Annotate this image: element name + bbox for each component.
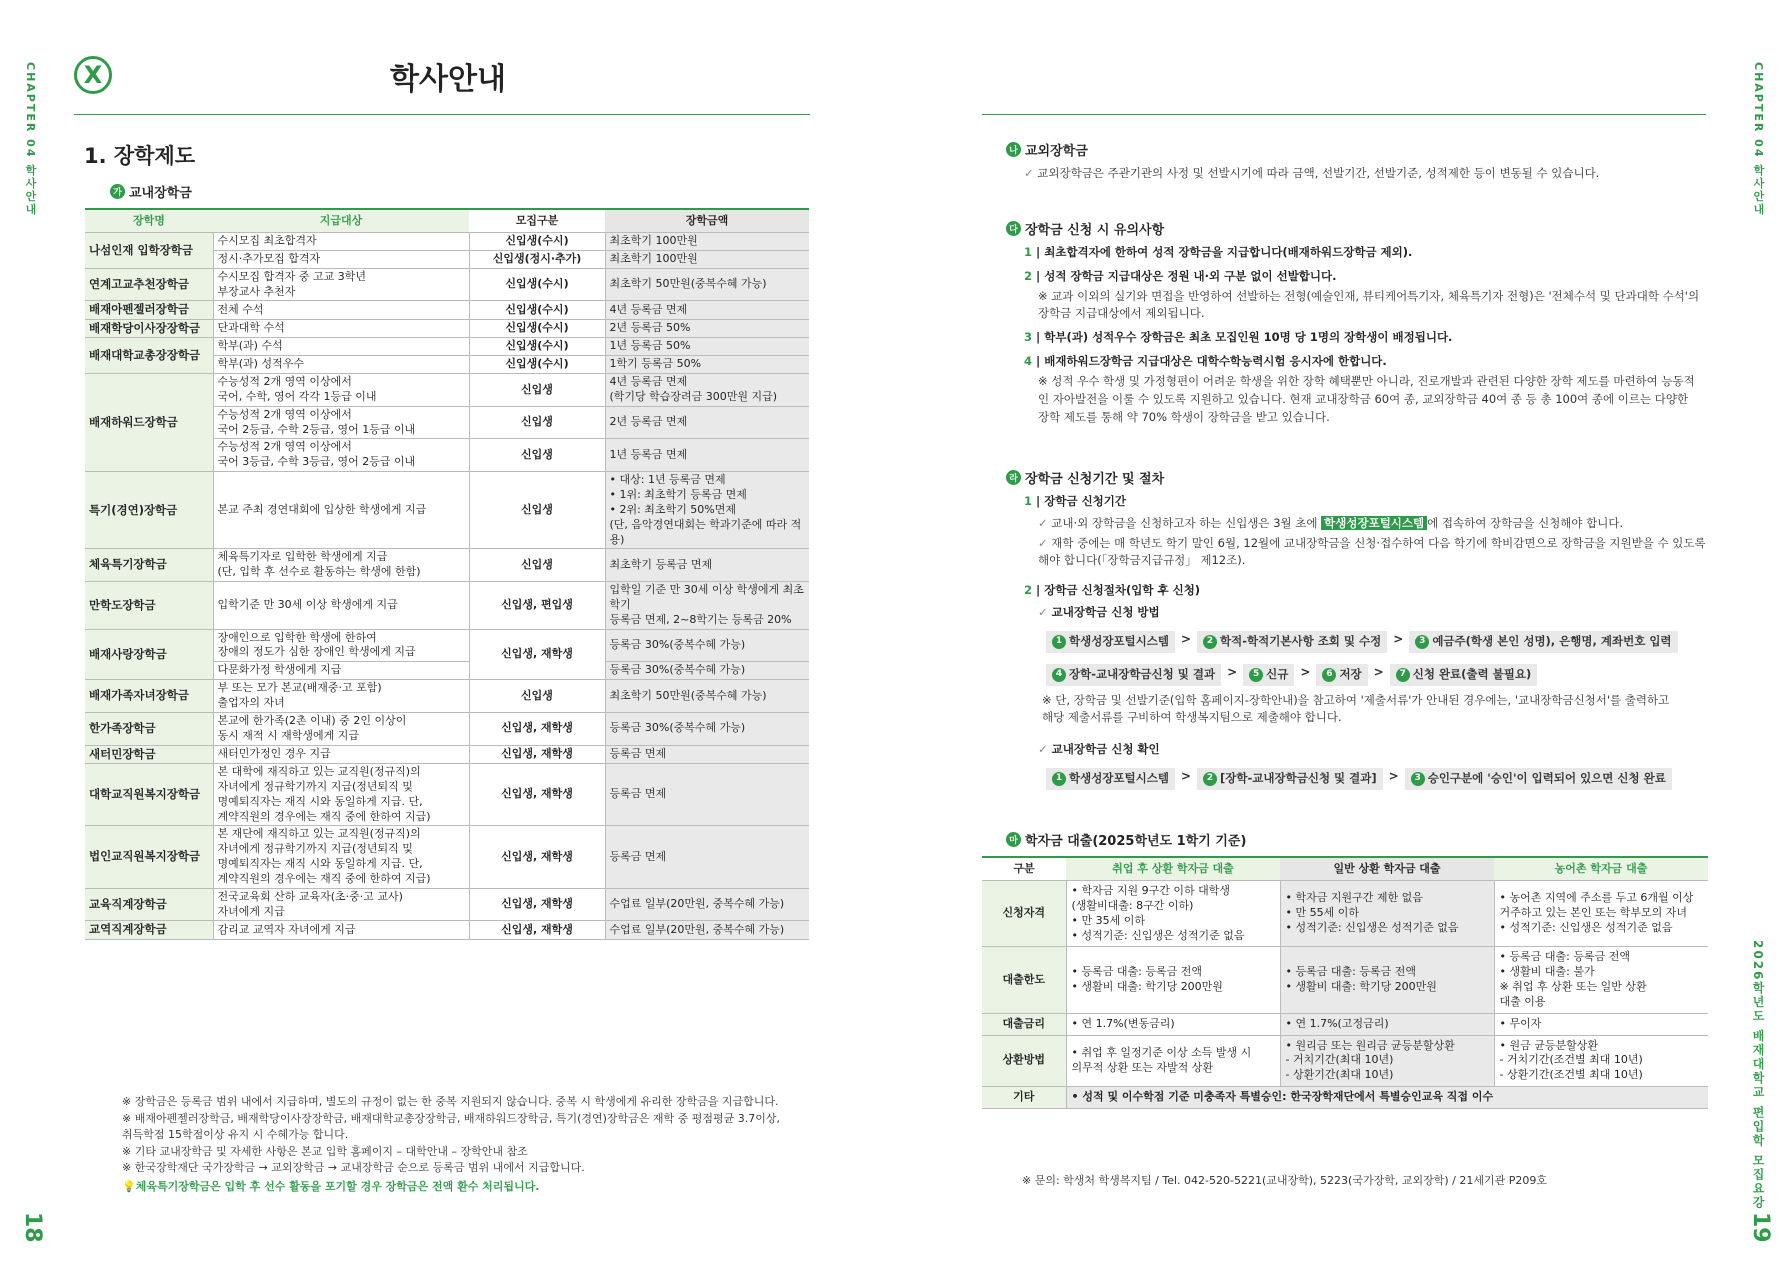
loan-header-general: 일반 상환 학자금 대출 [1280, 857, 1494, 881]
amount-cell: 4년 등록금 면제 [605, 301, 809, 320]
period-text-1: ✓ 교내·외 장학금을 신청하고자 하는 신입생은 3월 초에 학생성장포털시스템 에 접속하여 장학금을 신청해야 합니다. [1038, 515, 1624, 530]
scholarship-name: 한가족장학금 [85, 712, 213, 745]
scholarship-name: 배재사랑장학금 [85, 629, 213, 680]
amount-cell: 등록금 면제 [605, 745, 809, 764]
note-item: ※ 한국장학재단 국가장학금 → 교외장학금 → 교내장학금 순으로 등록금 범위 내에서 지급합니다. [122, 1161, 585, 1174]
procedure-step: 1 학생성장포털시스템 [1046, 768, 1175, 790]
amount-cell: 2년 등록금 50% [605, 319, 809, 338]
application-procedure: 1 | 장학금 신청기간 ✓ 교내·외 장학금을 신청하고자 하는 신입생은 3월 초에 학생성장포털시스템 에 접속하여 장학금을 신청해야 합니다. ✓ 재학 중에는 매 학년도 학기 말인 6월, 12월에 교내장학금을 신청·접수하여 다음 학기에 학비감면으로 장학금을 지원받을 수 있도록 해야 합니다(「장학금지급규정」 제12조). 2 | 장학금 신청절차(입학 후 신청) ✓ 교내장학금 신청 방법 1 학생성장포털시스템 > 2 학적-학적기본사항 조회 및 수정 > 3 예금주(학생 본인 성명), 은행명, 계좌번호 입력 4 장학-교내장학금신청 및 결과 > 5 신규 > 6 저장 > 7 신청 완료(출력 불필요) ※ 단, 장학금 및 선발기준(입학 홈페이지-장학안내)을 참고하여 '제출서류'가 안내된 경우에는, '교내장학금신청서'를 출력하고 해당 제출서류를 구비하여 학생복지팀으로 제출해야 합니다. ✓ 교내장학금 신청 확인 1 학생성장포털시스템 > 2 [장학-교내장학금신청 및 결과] > 3 승인구분에 '승인'이 입력되어 있으면 신청 완료 [1024, 493, 1714, 790]
eligibility-cell: 새터민가정인 경우 지급 [213, 745, 469, 764]
amount-cell: 수업료 일부(20만원, 중복수혜 가능) [605, 921, 809, 940]
eligibility-cell: 학부(과) 성적우수 [213, 356, 469, 374]
subsection-student-loan: 마 학자금 대출(2025학년도 1학기 기준) [1006, 830, 1246, 849]
subsection-external-scholarship: 나 교외장학금 [1006, 140, 1088, 159]
scholarship-table [85, 208, 809, 940]
subsection-mark-icon: 나 [1006, 142, 1021, 157]
warning-note: 💡체육특기장학금은 입학 후 선수 활동을 포기할 경우 장학금은 전액 환수 처리됩니다. [122, 1179, 540, 1193]
amount-cell: 최초학기 100만원 [605, 233, 809, 251]
eligibility-cell: 입학기준 만 30세 이상 학생에게 지급 [213, 582, 469, 630]
scholarship-name: 특기(경연)장학금 [85, 472, 213, 549]
scholarship-name: 배재하워드장학금 [85, 374, 213, 472]
check-icon: ✓ [1038, 605, 1048, 620]
procedure-step: 3 승인구분에 '승인'이 입력되어 있으면 신청 완료 [1405, 768, 1672, 790]
recruit-cell: 신입생(수시) [469, 338, 605, 356]
notice-item: 4 | 배재하워드장학금 지급대상은 대학수학능력시험 응시자에 한합니다. ※ 성적 우수 학생 및 가정형편이 어려운 학생을 위한 장학 혜택뿐만 아니라, 진로개발과 관련된 다양한 장학 제도를 마련하여 능동적 인 자아발전을 이룰 수 있도록 지원하고 있습니다. 현재 교내장학금 60여 종, 교외장학금 40여 종 등 총 100여 종에 이르는 다양한 장학 제도를 통해 약 70% 학생이 장학금을 받고 있습니다. [1024, 353, 1712, 426]
loan-cell: • 등록금 대출: 등록금 전액 • 생활비 대출: 학기당 200만원 [1280, 947, 1494, 1013]
arrow-icon: > [1180, 631, 1192, 646]
procedure-step: 2 학적-학적기본사항 조회 및 수정 [1197, 631, 1387, 653]
loan-row [982, 1013, 1708, 1035]
arrow-icon: > [1180, 769, 1192, 784]
loan-cell: • 원금 균등분할상환 - 거치기간(조건별 최대 10년) - 상환기간(조건별 최대 10년) [1494, 1035, 1708, 1087]
step-number-icon: 1 [1052, 772, 1066, 786]
eligibility-cell: 전체 수석 [213, 301, 469, 320]
scholarship-name: 배재가족자녀장학금 [85, 680, 213, 713]
bulb-icon: 💡 [122, 1179, 136, 1193]
note-item: ※ 배재아펜젤러장학금, 배재학당이사장장학금, 배재대학교총장장학금, 배재하워드장학금, 특기(경연)장학금은 재학 중 평점평균 3.7이상, 취득학점 15학점이상 유지 시 수혜가능 합니다. [122, 1111, 781, 1141]
loan-cell: • 등록금 대출: 등록금 전액 • 생활비 대출: 불가 ※ 취업 후 상환 또는 일반 상환 대출 이용 [1494, 947, 1708, 1013]
loan-cell: • 학자금 지원 9구간 이하 대학생 (생활비대출: 8구간 이하) • 만 35세 이하 • 성적기준: 신입생은 성적기준 없음 [1066, 881, 1280, 947]
table-row [85, 301, 809, 320]
loan-row [982, 881, 1708, 947]
scholarship-name: 나섬인재 입학장학금 [85, 233, 213, 269]
amount-cell: 등록금 30%(중복수혜 가능) [605, 712, 809, 745]
scholarship-name: 만학도장학금 [85, 582, 213, 630]
table-row [85, 712, 809, 745]
amount-cell: 2년 등록금 면제 [605, 406, 809, 439]
chapter-label-left: CHAPTER 04 학사안내 [24, 62, 37, 217]
step-number-icon: 6 [1322, 668, 1336, 682]
notice-sub-note: ※ 교과 이외의 실기와 면접을 반영하여 선발하는 전형(예술인재, 뷰티케어특기자, 체육특기자 전형)은 '전체수석 및 단과대학 수석'의 장학금 지급대상에서 제외됩니다. [1038, 288, 1700, 321]
scholarship-name: 대학교직원복지장학금 [85, 764, 213, 826]
table-row [85, 319, 809, 338]
subsection-mark-icon: 라 [1006, 470, 1021, 485]
step-number-icon: 1 [1052, 635, 1066, 649]
scholarship-name: 배재학당이사장장학금 [85, 319, 213, 338]
table-row [85, 764, 809, 826]
loan-header-rural: 농어촌 학자금 대출 [1494, 857, 1708, 881]
amount-cell: 수업료 일부(20만원, 중복수혜 가능) [605, 888, 809, 921]
page-number-right: 19 [1748, 1212, 1773, 1243]
recruit-cell: 신입생(수시) [469, 268, 605, 301]
eligibility-cell: 수시모집 합격자 중 고교 3학년 부장교사 추천자 [213, 268, 469, 301]
loan-row-label: 기타 [982, 1087, 1066, 1109]
procedure-step: 1 학생성장포털시스템 [1046, 631, 1175, 653]
title-divider [74, 114, 810, 115]
right-divider [982, 114, 1706, 115]
eligibility-cell: 수능성적 2개 영역 이상에서 국어, 수학, 영어 각각 1등급 이내 [213, 374, 469, 407]
recruit-cell: 신입생 [469, 374, 605, 407]
recruit-cell: 신입생 [469, 406, 605, 439]
loan-row [982, 1035, 1708, 1087]
loan-row [982, 947, 1708, 1013]
eligibility-cell: 다문화가정 학생에게 지급 [213, 662, 469, 680]
col-header-name: 장학명 [85, 209, 213, 233]
loan-header-category: 구분 [982, 857, 1066, 881]
subsection-mark-icon: 다 [1006, 221, 1021, 236]
loan-cell: • 연 1.7%(고정금리) [1280, 1013, 1494, 1035]
step-number-icon: 2 [1203, 772, 1217, 786]
application-notes-list [1024, 244, 1712, 432]
eligibility-cell: 수시모집 최초합격자 [213, 233, 469, 251]
note-item: ※ 장학금은 등록금 범위 내에서 지급하며, 별도의 규정이 없는 한 중복 지원되지 않습니다. 중복 시 학생에게 유리한 장학금을 지급합니다. [122, 1095, 779, 1108]
loan-table [982, 856, 1708, 1109]
table-row [85, 921, 809, 940]
amount-cell: 1년 등록금 50% [605, 338, 809, 356]
scholarship-name: 교역직계장학금 [85, 921, 213, 940]
method-steps-row2 [1046, 663, 1714, 686]
table-row [85, 374, 809, 407]
table-row [85, 549, 809, 582]
eligibility-cell: 수능성적 2개 영역 이상에서 국어 2등급, 수학 2등급, 영어 1등급 이내 [213, 406, 469, 439]
table-row [85, 888, 809, 921]
recruit-cell: 신입생(수시) [469, 319, 605, 338]
subsection-campus-scholarship: 가 교내장학금 [110, 182, 192, 201]
subsection-mark-icon: 마 [1006, 832, 1021, 847]
eligibility-cell: 감리교 교역자 자녀에게 지급 [213, 921, 469, 940]
eligibility-cell: 본교에 한가족(2촌 이내) 중 2인 이상이 동시 재적 시 재학생에게 지급 [213, 712, 469, 745]
loan-cell: • 학자금 지원구간 제한 없음 • 만 55세 이하 • 성적기준: 신입생은 성적기준 없음 [1280, 881, 1494, 947]
loan-cell: • 연 1.7%(변동금리) [1066, 1013, 1280, 1035]
loan-row-label: 대출금리 [982, 1013, 1066, 1035]
step-number-icon: 2 [1203, 635, 1217, 649]
scholarship-name: 연계고교추천장학금 [85, 268, 213, 301]
eligibility-cell: 학부(과) 수석 [213, 338, 469, 356]
scholarship-name: 배재대학교총장장학금 [85, 338, 213, 374]
col-header-amount: 장학금액 [605, 209, 809, 233]
university-logo-icon: X [74, 56, 112, 94]
amount-cell: 1년 등록금 면제 [605, 439, 809, 472]
procedure-step: 6 저장 [1316, 664, 1367, 686]
subsection-application-period: 라 장학금 신청기간 및 절차 [1006, 468, 1164, 487]
table-row [85, 680, 809, 713]
check-icon: ✓ [1024, 166, 1034, 180]
notice-item: 2 | 성적 장학금 지급대상은 정원 내·외 구분 없이 선발합니다. ※ 교과 이외의 실기와 면접을 반영하여 선발하는 전형(예술인재, 뷰티케어특기자, 체육특기자 전형)은 '전체수석 및 단과대학 수석'의 장학금 지급대상에서 제외됩니다. [1024, 268, 1712, 323]
method-steps-row1 [1046, 630, 1714, 653]
recruit-cell: 신입생 [469, 439, 605, 472]
arrow-icon: > [1227, 664, 1238, 679]
eligibility-cell: 단과대학 수석 [213, 319, 469, 338]
recruit-cell: 신입생, 재학생 [469, 712, 605, 745]
step-number-icon: 5 [1249, 668, 1263, 682]
section-heading: 1. 장학제도 [84, 144, 196, 168]
scholarship-notes [122, 1094, 812, 1195]
recruit-cell: 신입생, 재학생 [469, 764, 605, 826]
recruit-cell: 신입생, 재학생 [469, 826, 605, 888]
step-number-icon: 3 [1411, 772, 1425, 786]
procedure-step: 4 장학-교내장학금신청 및 결과 [1046, 664, 1221, 686]
scholarship-name: 배재아펜젤러장학금 [85, 301, 213, 320]
recruit-cell: 신입생 [469, 472, 605, 549]
loan-row-label: 신청자격 [982, 881, 1066, 947]
recruit-cell: 신입생(수시) [469, 356, 605, 374]
recruit-cell: 신입생 [469, 549, 605, 582]
loan-cell: • 원리금 또는 원리금 균등분할상환 - 거치기간(최대 10년) - 상환기간(최대 10년) [1280, 1035, 1494, 1087]
scholarship-name: 교육직계장학금 [85, 888, 213, 921]
chapter-label-right: CHAPTER 04 학사안내 [1752, 62, 1765, 217]
eligibility-cell: 본교 주최 경연대회에 입상한 학생에게 지급 [213, 472, 469, 549]
recruit-cell: 신입생(정시·추가) [469, 250, 605, 268]
check-icon: ✓ [1038, 515, 1048, 530]
eligibility-cell: 수능성적 2개 영역 이상에서 국어 3등급, 수학 3등급, 영어 2등급 이내 [213, 439, 469, 472]
step-number-icon: 4 [1052, 668, 1066, 682]
confirm-steps-row [1046, 767, 1714, 790]
eligibility-cell: 체육특기자로 입학한 학생에게 지급 (단, 입학 후 선수로 활동하는 학생에 한함) [213, 549, 469, 582]
scholarship-name: 법인교직원복지장학금 [85, 826, 213, 888]
portal-highlight: 학생성장포털시스템 [1321, 516, 1427, 530]
notice-item: 3 | 학부(과) 성적우수 장학금은 최초 모집인원 10명 당 1명의 장학생이 배정됩니다. [1024, 330, 1453, 345]
recruit-cell: 신입생, 재학생 [469, 888, 605, 921]
amount-cell: 입학일 기준 만 30세 이상 학생에게 최초학기 등록금 면제, 2~8학기는 등록금 20% [605, 582, 809, 630]
loan-cell: • 등록금 대출: 등록금 전액 • 생활비 대출: 학기당 200만원 [1066, 947, 1280, 1013]
external-scholarship-text: ✓ 교외장학금은 주관기관의 사정 및 선발시기에 따라 금액, 선발기간, 선발기준, 성적제한 등이 변동될 수 있습니다. [1024, 166, 1600, 180]
col-header-target: 지급대상 [213, 209, 469, 233]
table-row [85, 745, 809, 764]
arrow-icon: > [1388, 769, 1399, 784]
procedure-step: 3 예금주(학생 본인 성명), 은행명, 계좌번호 입력 [1409, 631, 1677, 653]
recruit-cell: 신입생 [469, 680, 605, 713]
step-number-icon: 7 [1396, 668, 1410, 682]
recruit-cell: 신입생(수시) [469, 301, 605, 320]
eligibility-cell: 장애인으로 입학한 학생에 한하여 장애의 정도가 심한 장애인 학생에게 지급 [213, 629, 469, 662]
recruit-cell: 신입생(수시) [469, 233, 605, 251]
recruit-cell: 신입생, 편입생 [469, 582, 605, 630]
page-number-left: 18 [20, 1212, 45, 1243]
recruit-cell: 신입생, 재학생 [469, 629, 605, 680]
step-number-icon: 3 [1415, 635, 1429, 649]
loan-row [982, 1087, 1708, 1109]
period-text-2: ✓ 재학 중에는 매 학년도 학기 말인 6월, 12월에 교내장학금을 신청·접수하여 다음 학기에 학비감면으로 장학금을 지원받을 수 있도록 해야 합니다(「장학금지급규정」 제12조). [1038, 535, 1706, 568]
notice-sub-note: ※ 성적 우수 학생 및 가정형편이 어려운 학생을 위한 장학 혜택뿐만 아니라, 진로개발과 관련된 다양한 장학 제도를 마련하여 능동적 인 자아발전을 이룰 수 있도록 지원하고 있습니다. 현재 교내장학금 60여 종, 교외장학금 40여 종 등 총 100여 종에 이르는 다양한 장학 제도를 통해 약 70% 학생이 장학금을 받고 있습니다. [1038, 373, 1695, 424]
amount-cell: 최초학기 등록금 면제 [605, 549, 809, 582]
table-row [85, 582, 809, 630]
method-note: ※ 단, 장학금 및 선발기준(입학 홈페이지-장학안내)을 참고하여 '제출서류'가 안내된 경우에는, '교내장학금신청서'를 출력하고 해당 제출서류를 구비하여 학생복지팀으로 제출해야 합니다. [1042, 692, 1670, 725]
amount-cell: 최초학기 100만원 [605, 250, 809, 268]
subsection-mark-icon: 가 [110, 184, 125, 199]
amount-cell: 4년 등록금 면제 (학기당 학습장려금 300만원 지급) [605, 374, 809, 407]
amount-cell: 1학기 등록금 50% [605, 356, 809, 374]
col-header-recruit: 모집구분 [469, 209, 605, 233]
procedure-step: 2 [장학-교내장학금신청 및 결과] [1197, 768, 1383, 790]
note-item: ※ 기타 교내장학금 및 자세한 사항은 본교 입학 홈페이지 – 대학안내 – 장학안내 참조 [122, 1144, 528, 1158]
recruit-cell: 신입생, 재학생 [469, 921, 605, 940]
loan-cell: • 성적 및 이수학점 기준 미충족자 특별승인: 한국장학재단에서 특별승인교육 직접 이수 [1066, 1087, 1708, 1109]
recruit-cell: 신입생, 재학생 [469, 745, 605, 764]
loan-cell: • 무이자 [1494, 1013, 1708, 1035]
amount-cell: 등록금 30%(중복수혜 가능) [605, 629, 809, 662]
amount-cell: 등록금 면제 [605, 764, 809, 826]
check-icon: ✓ [1038, 535, 1048, 550]
amount-cell: 등록금 면제 [605, 826, 809, 888]
arrow-icon: > [1373, 664, 1384, 679]
amount-cell: • 대상: 1년 등록금 면제 • 1위: 최초학기 등록금 면제 • 2위: 최초학기 50%면제 (단, 음악경연대회는 학과기준에 따라 적용) [605, 472, 809, 549]
arrow-icon: > [1393, 631, 1404, 646]
loan-contact: ※ 문의: 학생처 학생복지팀 / Tel. 042-520-5221(교내장학), 5223(국가장학, 교외장학) / 21세기관 P209호 [1022, 1174, 1547, 1187]
loan-cell: • 취업 후 일정기준 이상 소득 발생 시 의무적 상환 또는 자발적 상환 [1066, 1035, 1280, 1087]
table-row [85, 268, 809, 301]
amount-cell: 최초학기 50만원(중복수혜 가능) [605, 680, 809, 713]
loan-cell: • 농어촌 지역에 주소를 두고 6개월 이상 거주하고 있는 본인 또는 학부모의 자녀 • 성적기준: 신입생은 성적기준 없음 [1494, 881, 1708, 947]
amount-cell: 최초학기 50만원(중복수혜 가능) [605, 268, 809, 301]
check-icon: ✓ [1038, 742, 1048, 757]
table-row [85, 472, 809, 549]
table-row [85, 826, 809, 888]
amount-cell: 등록금 30%(중복수혜 가능) [605, 662, 809, 680]
procedure-step: 7 신청 완료(출력 불필요) [1390, 664, 1538, 686]
eligibility-cell: 정시·추가모집 합격자 [213, 250, 469, 268]
loan-row-label: 상환방법 [982, 1035, 1066, 1087]
notice-item: 1 | 최초합격자에 한하여 성적 장학금을 지급합니다(배재하워드장학금 제외). [1024, 245, 1413, 259]
loan-header-icl: 취업 후 상환 학자금 대출 [1066, 857, 1280, 881]
eligibility-cell: 본 재단에 재직하고 있는 교직원(정규직)의 자녀에게 정규학기까지 지급(정년퇴직 및 명예퇴직자는 재직 시와 동일하게 지급. 단, 계약직원의 경우에는 재직 중에 한하여 지급) [213, 826, 469, 888]
scholarship-name: 체육특기장학금 [85, 549, 213, 582]
arrow-icon: > [1300, 664, 1311, 679]
table-row [85, 629, 809, 662]
eligibility-cell: 부 또는 모가 본교(배재중·고 포함) 출업자의 자녀 [213, 680, 469, 713]
eligibility-cell: 전국교육회 산하 교육자(초·중·고 교사) 자녀에게 지급 [213, 888, 469, 921]
page-title: 학사안내 [390, 62, 506, 97]
table-row [85, 233, 809, 251]
table-row [85, 338, 809, 356]
subsection-application-notes: 다 장학금 신청 시 유의사항 [1006, 219, 1164, 238]
scholarship-name: 새터민장학금 [85, 745, 213, 764]
loan-row-label: 대출한도 [982, 947, 1066, 1013]
eligibility-cell: 본 대학에 재직하고 있는 교직원(정규직)의 자녀에게 정규학기까지 지급(정년퇴직 및 명예퇴직자는 재직 시와 동일하게 지급. 단, 계약직원의 경우에는 재직 중에 한하여 지급) [213, 764, 469, 826]
side-booklet-title: 2026학년도 배재대학교 편입학 모집요강 [1751, 940, 1765, 1210]
procedure-step: 5 신규 [1243, 664, 1294, 686]
